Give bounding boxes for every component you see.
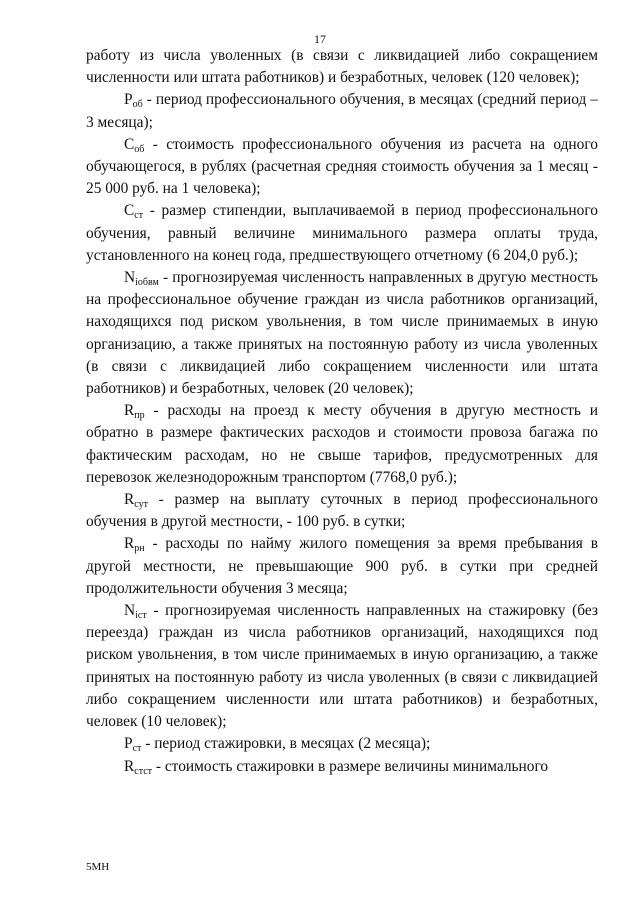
page-number: 17 <box>314 32 326 46</box>
document-body <box>86 45 598 778</box>
formula-symbol: $P_{об}$ <box>124 91 143 111</box>
definition-n-ist: $N_{iст}$ - прогнозируемая численность направленных на стажировку (без переезда) граждан из числа работников организаций, находящихся под риском увольнения, в том числе принимаемых в иную организацию, а также принятых на постоянную работу из числа уволенных (в связи с ликвидацией либо сокращением численности или штата работников) и безработных, человек (10 человек); <box>86 602 598 731</box>
definition-c-ob: $C_{об}$ - стоимость профессионального обучения из расчета на одного обучающегося, в рублях (расчетная средняя стоимость обучения за 1 месяц - 25 000 руб. на 1 человека); <box>86 135 598 198</box>
formula-symbol: $P_{ст}$ <box>124 735 142 755</box>
definition-r-pr: $R_{пр}$ - расходы на проезд к месту обучения в другую местность и обратно в размере фактических расходов и стоимости провоза багажа по фактическим расходам, но не свыше тарифов, предусмотренных для перевозок железнодорожным транспортом (7768,0 руб.); <box>86 402 598 486</box>
definition-c-st: $C_{ст}$ - размер стипендии, выплачиваемой в период профессионального обучения, равный величине минимального размера оплаты труда, установленного на конец года, предшествующего отчетному (6 204,0 руб.); <box>86 202 598 264</box>
definition-r-rn: $R_{рн}$ - расходы по найму жилого помещения за время пребывания в другой местности, не превышающие 900 руб. в сутки при средней продолжительности обучения 3 месяца; <box>86 535 598 597</box>
formula-symbol: $R_{стст}$ <box>124 757 153 777</box>
formula-symbol: $C_{ст}$ <box>124 202 144 222</box>
continuation-paragraph: работу из числа уволенных (в связи с ликвидацией либо сокращением численности или штата работников) и безработных, человек (120 человек); <box>86 47 598 87</box>
definition-p-st: $P_{ст}$ - период стажировки, в месяцах (2 месяца); <box>124 735 431 755</box>
definition-r-sut: $R_{сут}$ - размер на выплату суточных в период профессионального обучения в другой местности, - 100 руб. в сутки; <box>86 491 598 531</box>
definition-p-ob: $P_{об}$ - период профессионального обучения, в месяцах (средний период – 3 месяца); <box>86 91 598 131</box>
formula-symbol: $C_{об}$ <box>124 135 145 155</box>
formula-symbol: $R_{сут}$ <box>124 491 148 511</box>
formula-symbol: $N_{iобвм}$ <box>124 269 159 289</box>
formula-symbol: $R_{пр}$ <box>124 402 145 422</box>
definition-n-iobvm: $N_{iобвм}$ - прогнозируемая численность направленных в другую местность на профессиональное обучение граждан из числа работников организаций, находящихся под риском увольнения, в том числе принимаемых в иную организацию, а также принятых на постоянную работу из числа уволенных (в связи с ликвидацией либо сокращением численности или штата работников) и безработных, человек (20 человек); <box>86 269 598 398</box>
formula-symbol: $R_{рн}$ <box>124 535 145 555</box>
footer-mark: 5МН <box>86 861 110 873</box>
formula-symbol: $N_{iст}$ <box>124 602 147 622</box>
definition-r-stst: $R_{стст}$ - стоимость стажировки в размере величины минимального <box>124 757 549 777</box>
